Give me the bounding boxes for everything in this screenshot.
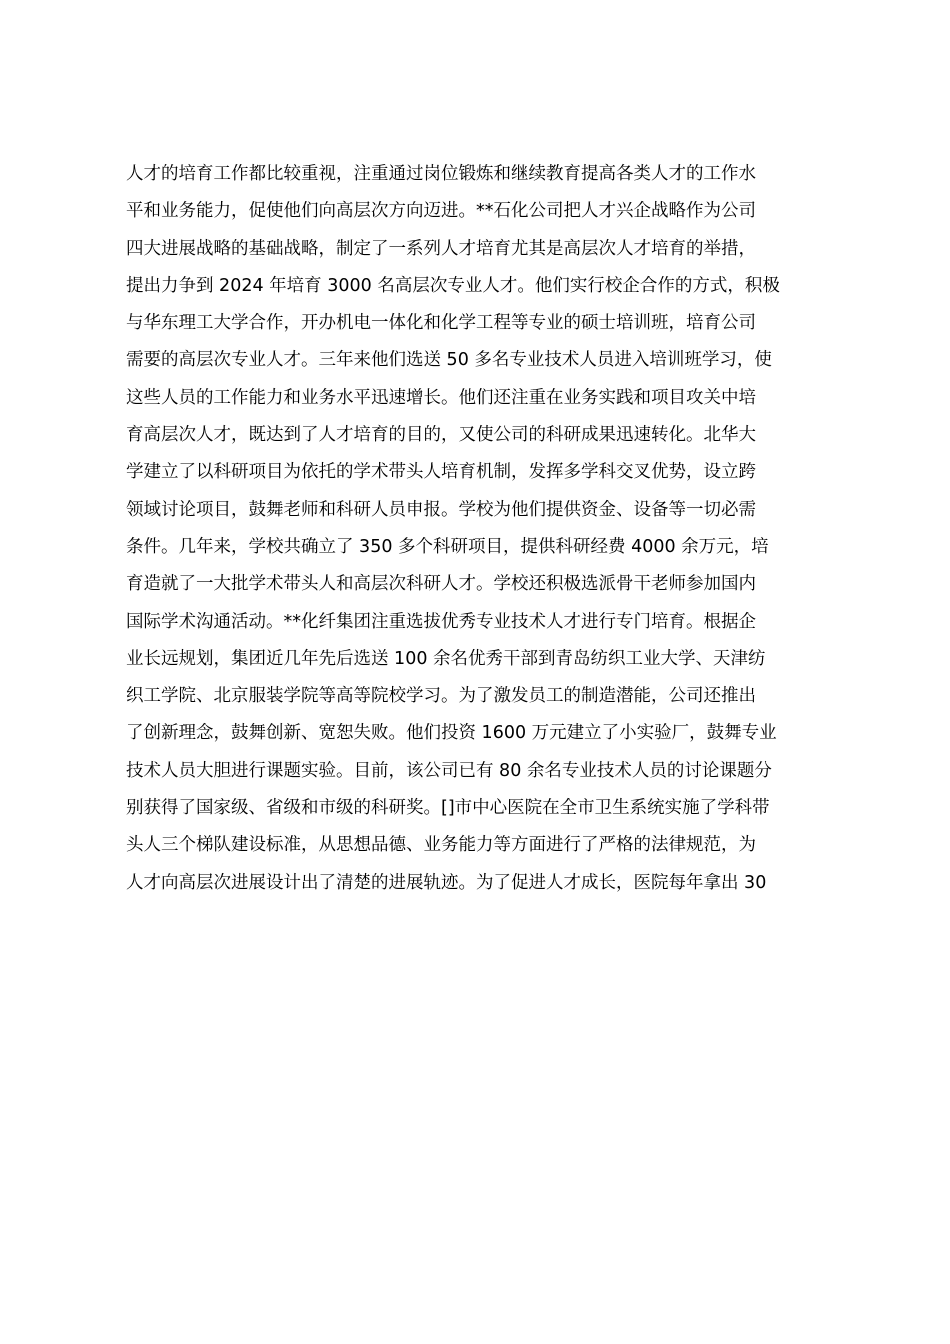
text-line: 育造就了一大批学术带头人和高层次科研人才。学校还积极选派骨干老师参加国内 — [126, 574, 756, 595]
text-line: 织工学院、北京服装学院等高等院校学习。为了激发员工的制造潜能，公司还推出 — [126, 686, 756, 707]
text-line: 人才的培育工作都比较重视，注重通过岗位锻炼和继续教育提高各类人才的工作水 — [126, 164, 756, 184]
text-line: 技术人员大胆进行课题实验。目前，该公司已有 80 余名专业技术人员的讨论课题分 — [126, 760, 772, 781]
text-line: 国际学术沟通活动。**化纤集团注重选拔优秀专业技术人才进行专门培育。根据企 — [126, 611, 756, 632]
text-line: 条件。几年来，学校共确立了 350 多个科研项目，提供科研经费 4000 余万元，培 — [126, 536, 769, 557]
text-line: 与华东理工大学合作，开办机电一体化和化学工程等专业的硕士培训班，培育公司 — [126, 313, 756, 334]
text-line: 提出力争到 2024 年培育 3000 名高层次专业人才。他们实行校企合作的方式，积极 — [126, 275, 780, 296]
text-line: 平和业务能力，促使他们向高层次方向迈进。**石化公司把人才兴企战略作为公司 — [126, 201, 756, 222]
text-line: 育高层次人才，既达到了人才培育的目的，又使公司的科研成果迅速转化。北华大 — [126, 425, 756, 446]
text-line: 领域讨论项目，鼓舞老师和科研人员申报。学校为他们提供资金、设备等一切必需 — [126, 499, 756, 520]
text-line: 别获得了国家级、省级和市级的科研奖。[]市中心医院在全市卫生系统实施了学科带 — [126, 798, 770, 819]
text-line: 人才向高层次进展设计出了清楚的进展轨迹。为了促进人才成长，医院每年拿出 30 — [126, 872, 767, 893]
text-line: 业长远规划，集团近几年先后选送 100 余名优秀干部到青岛纺织工业大学、天津纺 — [126, 648, 766, 669]
text-line: 四大进展战略的基础战略，制定了一系列人才培育尤其是高层次人才培育的举措， — [126, 238, 756, 259]
text-line: 需要的高层次专业人才。三年来他们选送 50 多名专业技术人员进入培训班学习，使 — [126, 350, 772, 371]
text-line: 这些人员的工作能力和业务水平迅速增长。他们还注重在业务实践和项目攻关中培 — [126, 387, 756, 408]
text-line: 学建立了以科研项目为依托的学术带头人培育机制，发挥多学科交叉优势，设立跨 — [126, 462, 756, 483]
text-line: 头人三个梯队建设标准，从思想品德、业务能力等方面进行了严格的法律规范，为 — [126, 835, 756, 856]
text-line: 了创新理念，鼓舞创新、宽恕失败。他们投资 1600 万元建立了小实验厂，鼓舞专业 — [126, 723, 777, 744]
body-paragraph — [126, 156, 836, 902]
